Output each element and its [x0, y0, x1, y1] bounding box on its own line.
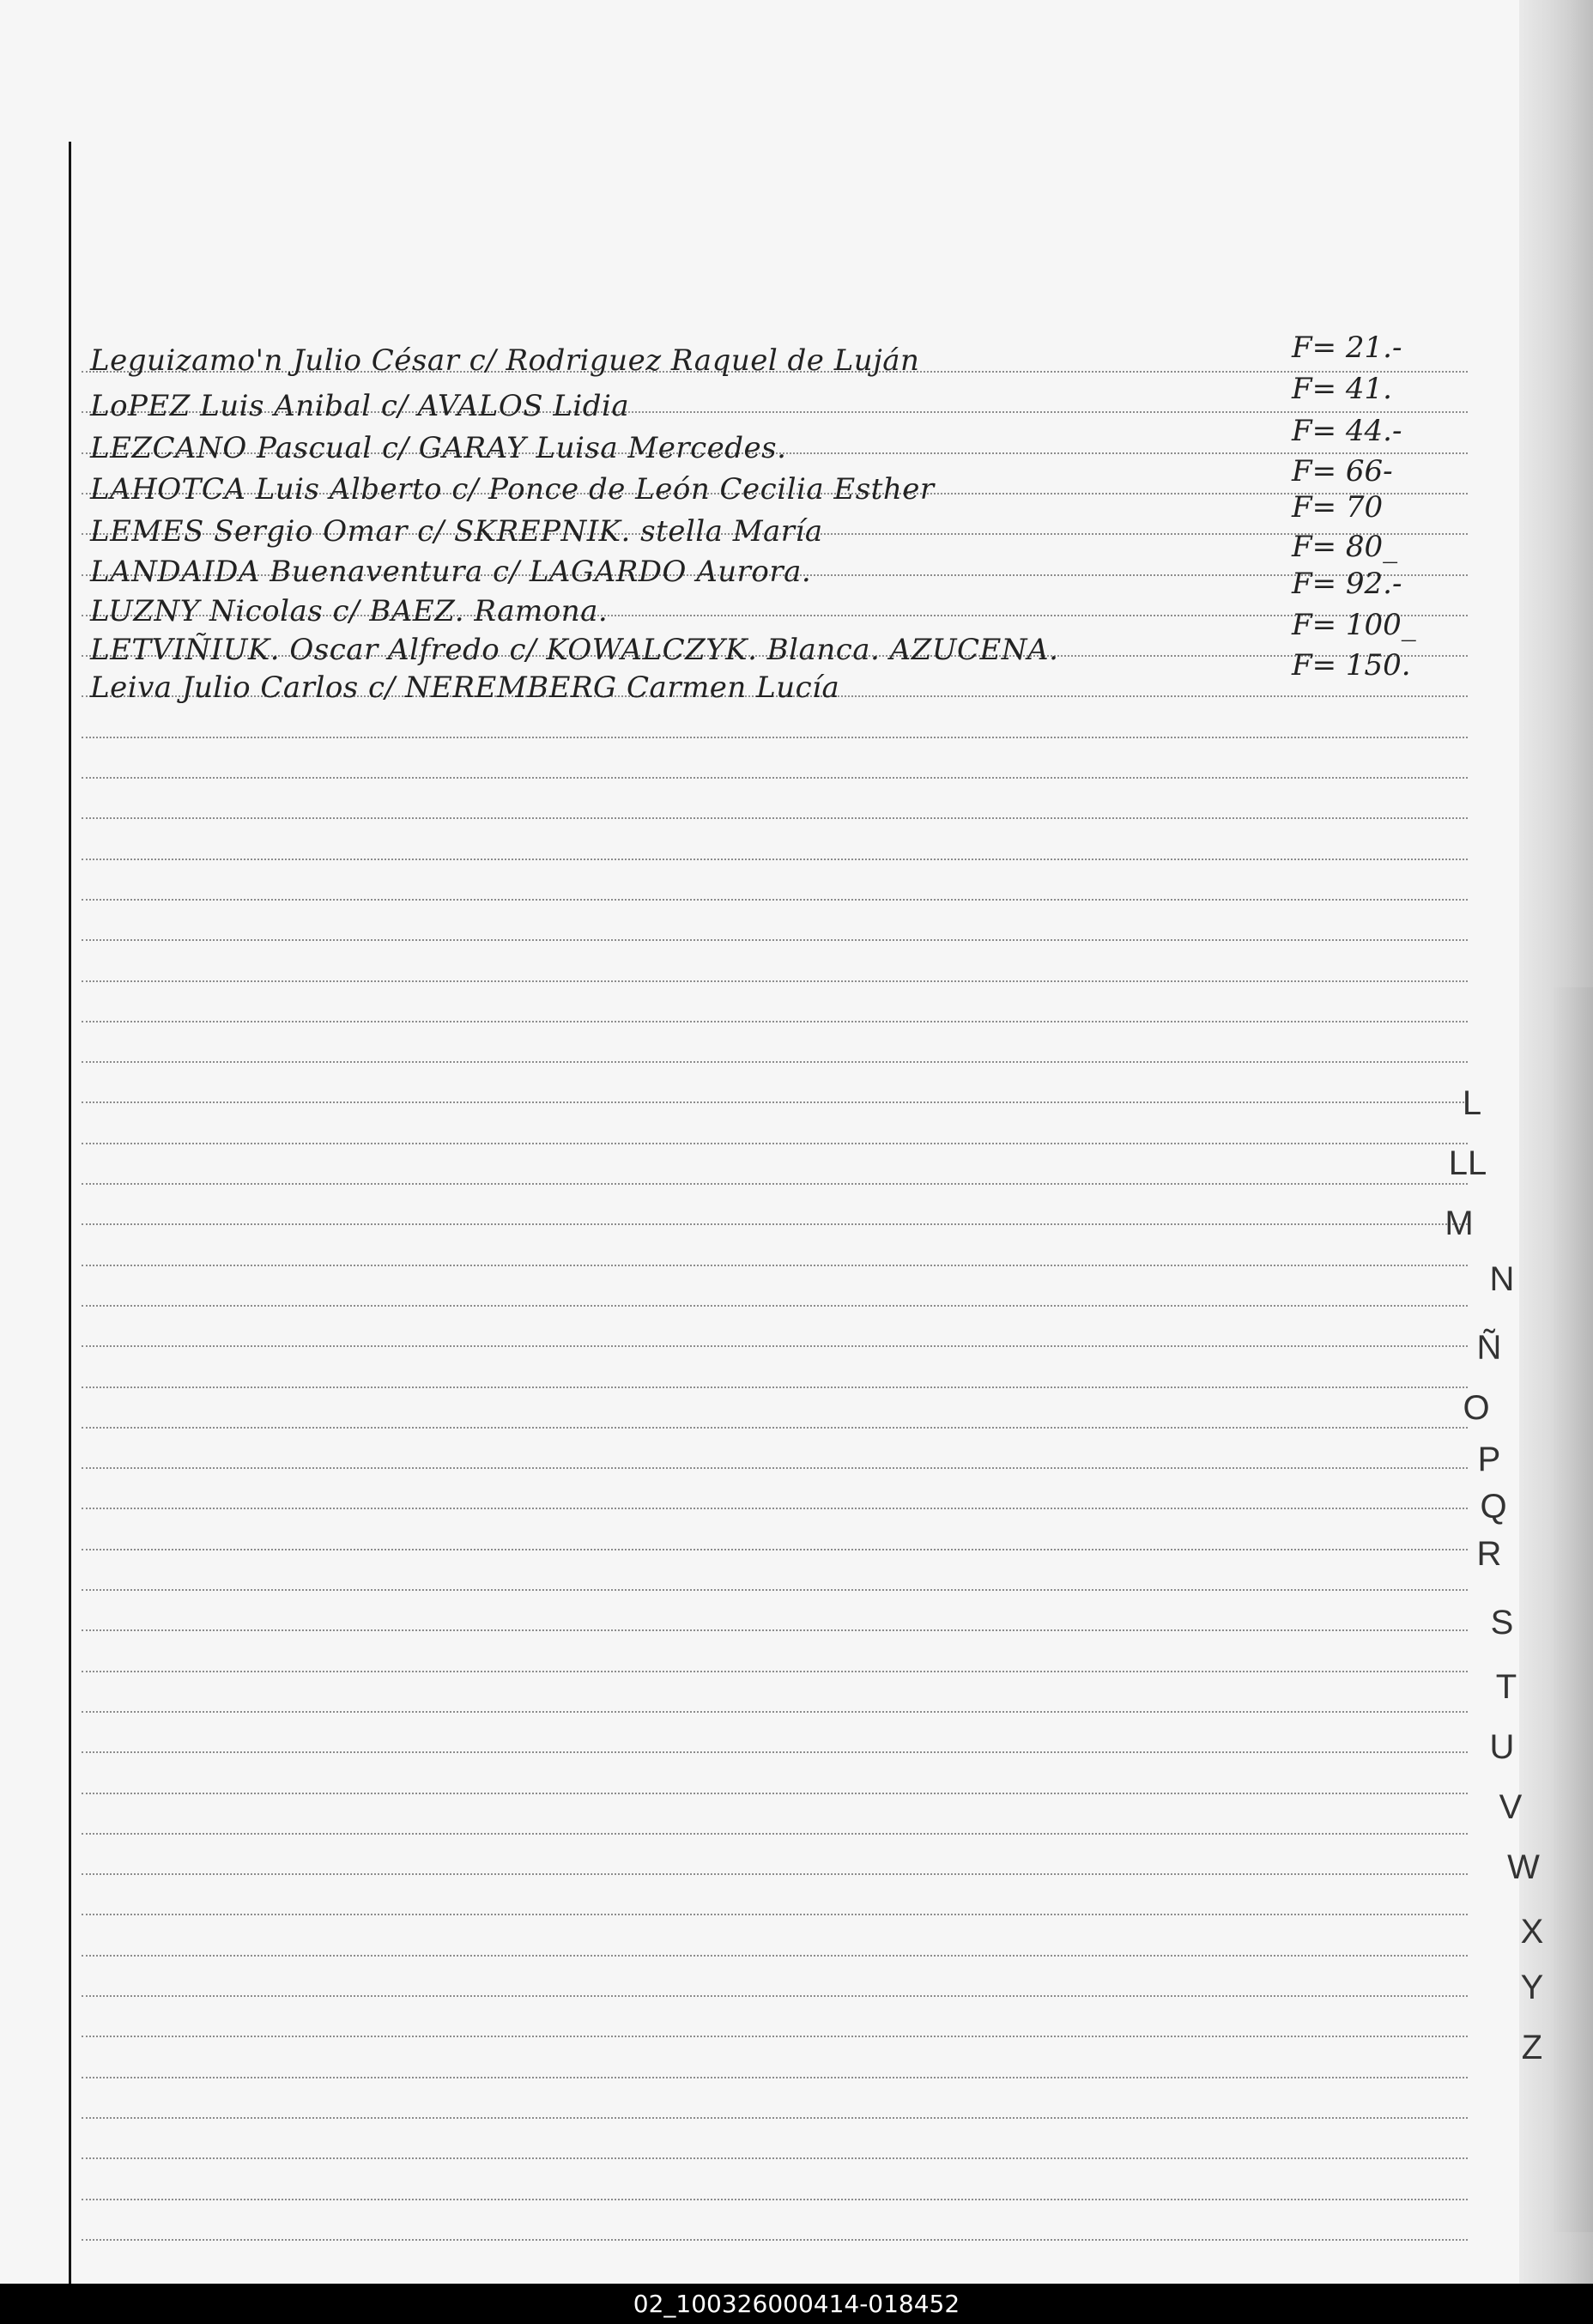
index-tab-letter[interactable]: V [1499, 1788, 1523, 1826]
index-tab-letter[interactable]: LL [1448, 1144, 1487, 1182]
index-tab-letter[interactable]: N [1489, 1260, 1515, 1298]
index-tab-letter[interactable]: T [1495, 1668, 1517, 1706]
entry-text: LETVIÑIUK. Oscar Alfredo c/ KOWALCZYK. Blanca. AZUCENA. [90, 633, 1059, 667]
entry-text: Leguizamo'n Julio César c/ Rodriguez Raquel de Luján [90, 343, 920, 378]
index-tab-letter[interactable]: L [1462, 1084, 1482, 1122]
image-id-footer: 02_100326000414-018452 [0, 2284, 1593, 2324]
index-tab-letter[interactable]: Z [1521, 2029, 1543, 2066]
entry-text: LoPEZ Luis Anibal c/ AVALOS Lidia [90, 389, 630, 423]
entry-folio: F= 41. [1292, 372, 1392, 406]
entry-text: LEMES Sergio Omar c/ SKREPNIK. stella María [90, 514, 823, 549]
entry-folio: F= 21.- [1292, 331, 1402, 365]
entry-text: Leiva Julio Carlos c/ NEREMBERG Carmen Lucía [90, 671, 840, 705]
alphabet-index-tabs [1425, 1082, 1579, 2198]
index-tab-letter[interactable]: S [1490, 1604, 1514, 1641]
index-tab-letter[interactable]: P [1477, 1441, 1501, 1478]
entry-folio: F= 70 [1292, 490, 1384, 525]
index-tab-letter[interactable]: U [1489, 1728, 1515, 1766]
entry-folio: F= 92.- [1292, 567, 1402, 601]
entry-folio: F= 66- [1292, 454, 1393, 488]
index-tab-letter[interactable]: M [1445, 1204, 1474, 1242]
index-tab-letter[interactable]: R [1476, 1535, 1502, 1573]
index-tab-letter[interactable]: Q [1480, 1488, 1507, 1526]
entry-folio: F= 80_ [1292, 530, 1398, 564]
index-tab-letter[interactable]: Y [1520, 1969, 1544, 2006]
index-tab-letter[interactable]: O [1463, 1389, 1490, 1427]
index-tab-letter[interactable]: Ñ [1476, 1329, 1502, 1367]
entry-text: LEZCANO Pascual c/ GARAY Luisa Mercedes. [90, 431, 787, 465]
entry-text: LANDAIDA Buenaventura c/ LAGARDO Aurora. [90, 555, 812, 589]
entry-text: LUZNY Nicolas c/ BAEZ. Ramona. [90, 594, 609, 628]
index-tab-letter[interactable]: X [1520, 1913, 1544, 1951]
index-tab-letter[interactable]: W [1507, 1848, 1540, 1886]
entry-text: LAHOTCA Luis Alberto c/ Ponce de León Cecilia Esther [90, 472, 935, 507]
entry-folio: F= 44.- [1292, 414, 1402, 448]
entry-folio: F= 100_ [1292, 608, 1416, 642]
entry-folio: F= 150. [1292, 648, 1411, 683]
